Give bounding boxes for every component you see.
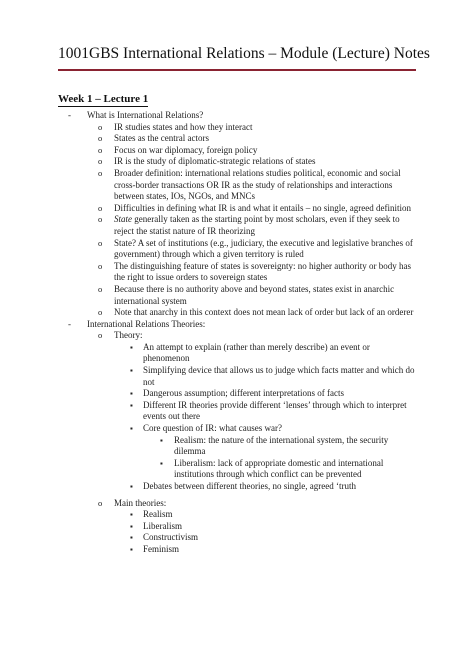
- page-title: 1001GBS International Relations – Module (Lecture) Notes: [58, 45, 430, 62]
- list-item: [0, 481, 474, 493]
- list-item: [0, 214, 474, 237]
- title-divider: [58, 69, 416, 71]
- bullet-marker: ▪: [130, 366, 133, 376]
- list-item: [0, 388, 474, 400]
- list-item-text: Because there is no authority above and beyond states, states exist in anarchic international system: [114, 283, 395, 306]
- bullet-marker: o: [98, 283, 103, 294]
- list-item: [0, 458, 474, 481]
- list-item: [0, 238, 474, 261]
- bullet-marker: o: [98, 144, 103, 155]
- list-item: [0, 509, 474, 521]
- list-item-text: Main theories:: [114, 497, 167, 508]
- list-item: [0, 145, 474, 157]
- list-item: [0, 544, 474, 556]
- bullet-marker: ▪: [130, 533, 133, 543]
- list-item-text: IR studies states and how they interact: [114, 121, 253, 132]
- bullet-marker: o: [98, 214, 103, 225]
- list-item-text: States as the central actors: [114, 133, 209, 144]
- list-item-text: Liberalism: [143, 520, 182, 531]
- bullet-marker: ▪: [130, 424, 133, 434]
- list-item-text: Debates between different theories, no single, agreed ‘truth: [143, 481, 357, 491]
- list-item: [0, 168, 474, 203]
- bullet-marker: ▪: [130, 510, 133, 520]
- list-item-text: IR is the study of diplomatic-strategic relations of states: [114, 156, 316, 167]
- list-item: [0, 319, 474, 331]
- list-item-text: Theory:: [114, 330, 143, 341]
- bullet-marker: -: [68, 110, 71, 120]
- list-item: [0, 342, 474, 365]
- bullet-marker: ▪: [160, 435, 163, 445]
- bullet-marker: o: [98, 121, 103, 132]
- list-item: [0, 203, 474, 215]
- list-item-text: The distinguishing feature of states is sovereignty: no higher authority or body has the right to issue orders to sovereign states: [114, 260, 411, 283]
- bullet-marker: ▪: [130, 400, 133, 410]
- list-item-text: Core question of IR: what causes war?: [143, 423, 282, 434]
- list-item-text: Feminism: [143, 543, 180, 554]
- bullet-marker: ▪: [130, 521, 133, 531]
- list-item: [0, 330, 474, 342]
- list-item: [0, 498, 474, 510]
- list-item-text: Simplifying device that allows us to judge which facts matter and which do not: [143, 365, 415, 387]
- list-item-text: What is International Relations?: [87, 110, 204, 120]
- list-item: [0, 435, 474, 458]
- list-item-text: Broader definition: international relations studies political, economic and social cross-border transactions OR IR as the study of relationships and interactions between states, IOs, NGOs, and MNCs: [114, 167, 401, 202]
- bullet-marker: ▪: [130, 342, 133, 352]
- bullet-marker: o: [98, 237, 103, 248]
- bullet-marker: o: [98, 167, 103, 178]
- bullet-marker: o: [98, 133, 103, 144]
- section-heading: Week 1 – Lecture 1: [58, 93, 149, 105]
- bullet-marker: o: [98, 330, 103, 341]
- list-item-text: An attempt to explain (rather than merely describe) an event or phenomenon: [143, 341, 370, 364]
- list-item: [0, 133, 474, 145]
- notes-list: [0, 110, 474, 556]
- list-item: [0, 521, 474, 533]
- list-item-text: International Relations Theories:: [87, 318, 206, 329]
- list-item: [0, 532, 474, 544]
- bullet-marker: ▪: [130, 544, 133, 554]
- list-item: [0, 156, 474, 168]
- bullet-marker: -: [68, 318, 71, 329]
- list-item-text: Realism: [143, 509, 173, 520]
- list-item-text: Realism: the nature of the international system, the security dilemma: [174, 434, 389, 457]
- list-item-text: Liberalism: lack of appropriate domestic and international institutions through which conflict can be prevented: [174, 457, 384, 480]
- bullet-marker: ▪: [130, 482, 133, 491]
- bullet-marker: o: [98, 260, 103, 271]
- bullet-marker: o: [98, 497, 103, 508]
- list-item-text: Difficulties in defining what IR is and what it entails – no single, agreed definition: [114, 202, 412, 213]
- list-item: [0, 400, 474, 423]
- list-item: [0, 261, 474, 284]
- list-item-text: Dangerous assumption; different interpretations of facts: [143, 388, 345, 399]
- list-item: [0, 110, 474, 122]
- list-item-text: State? A set of institutions (e.g., judiciary, the executive and legislative branches of government) through which a given territory is ruled: [114, 237, 413, 260]
- bullet-marker: o: [98, 307, 103, 318]
- list-item: [0, 307, 474, 319]
- list-item-text: Focus on war diplomacy, foreign policy: [114, 144, 258, 155]
- list-item: [0, 365, 474, 388]
- list-item: [0, 284, 474, 307]
- bullet-marker: ▪: [130, 389, 133, 399]
- list-item-text: Different IR theories provide different ‘lenses’ through which to interpret events out there: [143, 399, 407, 422]
- list-item-text: Note that anarchy in this context does not mean lack of order but lack of an orderer: [114, 307, 414, 318]
- bullet-marker: o: [98, 156, 103, 167]
- emphasized-term: State: [114, 214, 132, 225]
- list-item: [0, 122, 474, 134]
- bullet-marker: o: [98, 202, 103, 213]
- list-item-text: Constructivism: [143, 532, 199, 543]
- list-item-text: generally taken as the starting point by most scholars, even if they seek to reject the statist nature of IR theorizing: [114, 214, 400, 236]
- list-item: [0, 423, 474, 435]
- bullet-marker: ▪: [160, 458, 163, 468]
